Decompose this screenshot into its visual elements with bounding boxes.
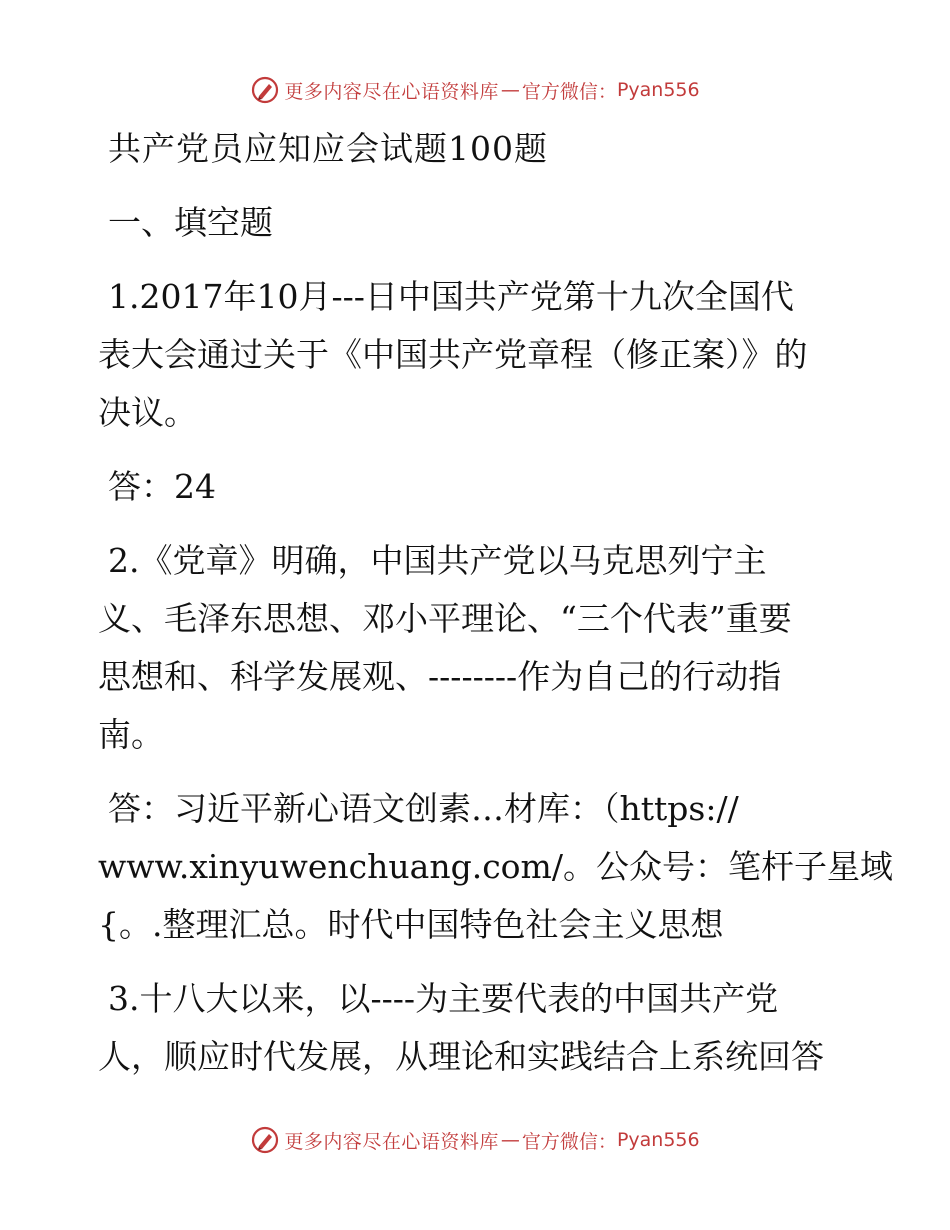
pen-logo-icon [250,1125,280,1155]
watermark-header [0,70,950,110]
watermark-wechat-id: Pyan556 [616,1129,700,1151]
question-line: 1.2017年10月---日中国共产党第十九次全国代 [108,277,794,316]
answer-1: 答：24 [108,467,216,506]
watermark-text: 更多内容尽在心语资料库 [284,1130,499,1153]
question-1 [98,268,858,442]
document-title: 共产党员应知应会试题100题 [108,129,548,168]
answer-line: {。.整理汇总。时代中国特色社会主义思想 [98,905,724,944]
answer-line: www.xinyuwenchuang.com/。公众号：笔杆子星域 [98,847,893,886]
watermark-official-label: 官方微信： [521,1130,617,1153]
question-3 [98,970,858,1086]
watermark-separator: — [500,79,520,101]
question-line: 表大会通过关于《中国共产党章程（修正案）》的 [98,335,808,374]
question-line: 人，顺应时代发展，从理论和实践结合上系统回答 [98,1037,824,1076]
question-line: 3.十八大以来，以----为主要代表的中国共产党 [108,979,779,1018]
question-line: 南。 [98,715,164,754]
question-line: 义、毛泽东思想、邓小平理论、“三个代表”重要 [98,599,792,638]
watermark-separator: — [500,1129,520,1151]
watermark-text: 更多内容尽在心语资料库 [284,80,499,103]
question-line: 2.《党章》明确，中国共产党以马克思列宁主 [108,541,767,580]
watermark-official-label: 官方微信： [521,80,617,103]
document-body [98,120,893,1086]
pen-logo-icon [250,75,280,105]
section-heading: 一、填空题 [108,203,273,242]
question-2 [98,532,858,764]
answer-line: 答：习近平新心语文创素…材库：（https:// [108,789,739,828]
watermark-wechat-id: Pyan556 [616,79,700,101]
answer-2 [98,780,893,954]
question-line: 思想和、科学发展观、--------作为自己的行动指 [98,657,782,696]
question-line: 决议。 [98,393,197,432]
watermark-footer [0,1120,950,1160]
